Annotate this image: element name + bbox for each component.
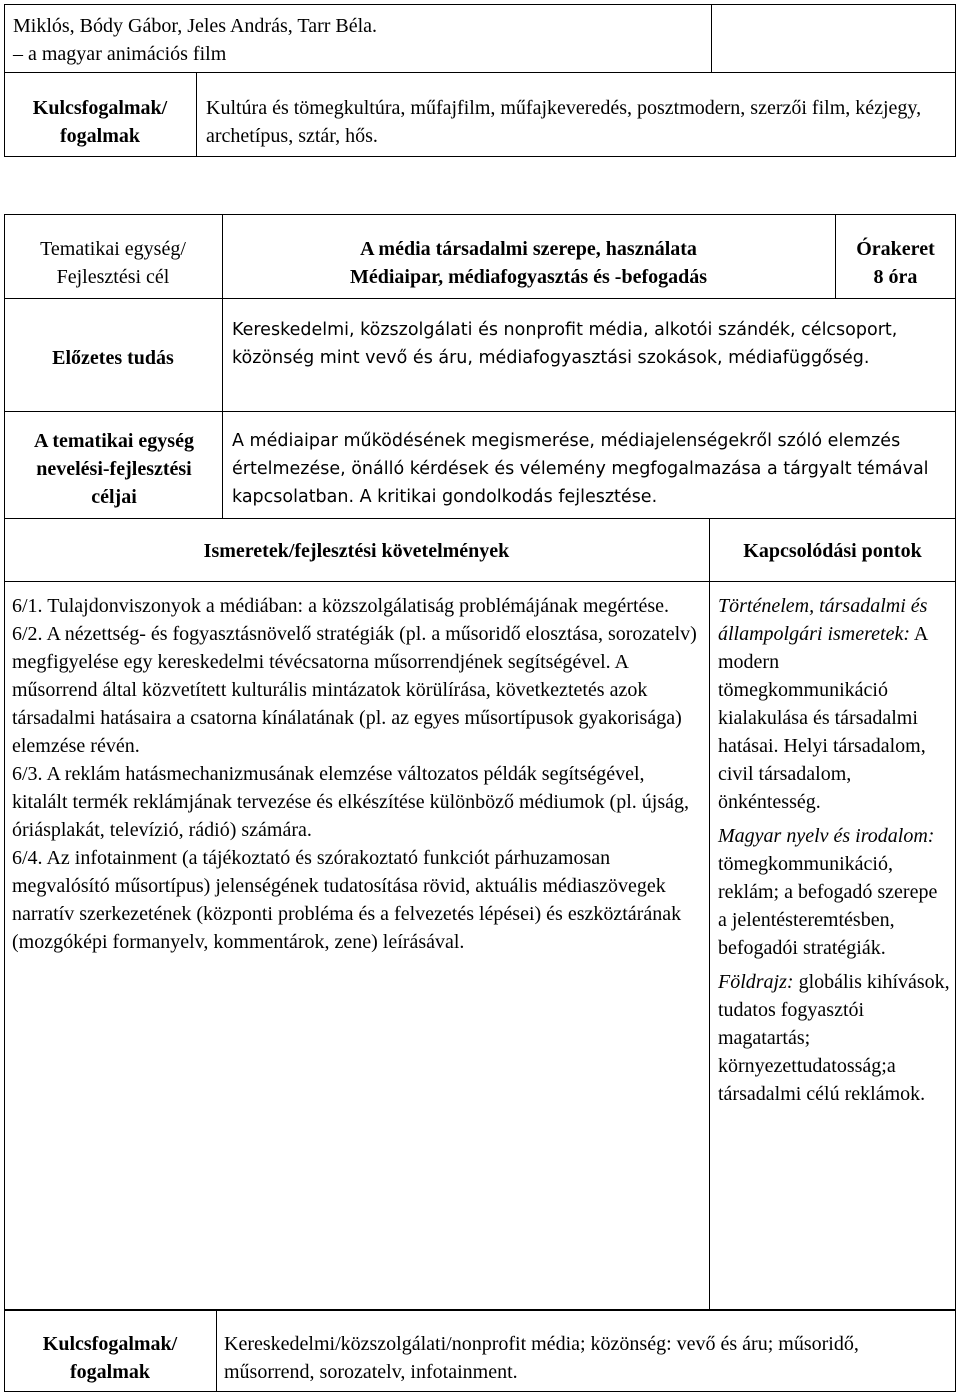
bottom-key-text: Kereskedelmi/közszolgálati/nonprofit média; közönség: vevő és áru; műsoridő, műsorrend, sorozatelv, infotainment. bbox=[224, 1333, 859, 1383]
unit-goals-label: A tematikai egység nevelési-fejlesztési céljai bbox=[34, 430, 194, 508]
connection-subject: Történelem, társadalmi és állampolgári ismeretek: bbox=[718, 595, 928, 645]
requirements-header-divider bbox=[4, 581, 956, 582]
connection-text: A modern tömegkommunikáció kialakulása és társadalmi hatásai. Helyi társadalom, civil társadalom, önkéntesség. bbox=[718, 623, 928, 813]
key-concepts-text: Kultúra és tömegkultúra, műfajfilm, műfajkeveredés, posztmodern, szerzői film, kézjegy, archetípus, sztár, hős. bbox=[206, 97, 922, 147]
connection-subject: Magyar nyelv és irodalom: bbox=[718, 825, 935, 847]
requirement-item: 6/4. Az infotainment (a tájékoztató és szórakoztató funkciót párhuzamosan megvalósító műsortípus) jelenségének tudatosítása rövid, aktuális médiaszövegek narratív szerkezetének (központi probléma és a felvezetés lépései) és eszköztárának (mozgóképi formanyelv, kommentárok, zene) leírásával. bbox=[12, 847, 682, 953]
unit-row-divider-1 bbox=[4, 298, 956, 299]
bottom-key-label: Kulcsfogalmak/ fogalmak bbox=[42, 1333, 178, 1383]
unit-row-divider-2 bbox=[4, 411, 956, 412]
continued-authors-text: Miklós, Bódy Gábor, Jeles András, Tarr Béla. bbox=[13, 15, 378, 37]
prior-knowledge-text: Kereskedelmi, közszolgálati és nonprofit média, alkotói szándék, célcsoport, közönség mint vevő és áru, médiafogyasztási szokások, médiafüggőség. bbox=[232, 320, 898, 368]
requirement-item: 6/1. Tulajdonviszonyok a médiában: a közszolgálatiság problémájának megértése. bbox=[12, 595, 670, 617]
connection-text: globális kihívások, tudatos fogyasztói magatartás; környezettudatosság;a társadalmi célú reklámok. bbox=[718, 971, 950, 1105]
requirements-header: Ismeretek/fejlesztési követelmények bbox=[203, 540, 510, 562]
connection-text: tömegkommunikáció, reklám; a befogadó szerepe a jelentésteremtésben, befogadói stratégiák. bbox=[718, 853, 938, 959]
top-table-key-divider bbox=[196, 72, 197, 157]
continued-list-item: – a magyar animációs film bbox=[13, 43, 227, 65]
requirements-list bbox=[12, 592, 702, 956]
connection-item bbox=[718, 968, 950, 1108]
requirement-item: 6/2. A nézettség- és fogyasztásnövelő stratégiák (pl. a műsoridő elosztása, sorozatelv) megfigyelése egy kereskedelmi tévécsatorna műsorrendjének segítségével. A műsorrend által közvetített kulturális mintázatok körülírása, következtetés azok társadalmi hatásaira a csatorna kínálatának (pl. az egyes műsortípusok gyakorisága) elemzése révén. bbox=[12, 623, 697, 757]
unit-label: Tematikai egység/ Fejlesztési cél bbox=[40, 238, 186, 288]
unit-goals-text: A médiaipar működésének megismerése, médiajelenségekről szóló elemzés értelmezése, önálló kérdések és vélemény megfogalmazása a tárgyalt témával kapcsolatban. A kritikai gondolkodás fejlesztése. bbox=[232, 431, 929, 507]
connections-header: Kapcsolódási pontok bbox=[743, 540, 922, 562]
connection-item bbox=[718, 592, 950, 816]
unit-title-line2: Médiaipar, médiafogyasztás és -befogadás bbox=[349, 266, 708, 288]
connection-subject: Földrajz: bbox=[718, 971, 794, 993]
hours-value: 8 óra bbox=[873, 266, 918, 288]
unit-title-line1: A média társadalmi szerepe, használata bbox=[360, 238, 697, 260]
requirement-item: 6/3. A reklám hatásmechanizmusának elemzése változatos példák segítségével, kitalált termék reklámjának tervezése és elkészítése különböző médiumok (pl. újság, óriásplakát, televízió, rádió) számára. bbox=[12, 763, 689, 841]
connection-item bbox=[718, 822, 950, 962]
requirements-column-divider bbox=[709, 519, 710, 1310]
connections-list bbox=[718, 592, 950, 1108]
key-concepts-label: Kulcsfogalmak/ fogalmak bbox=[32, 97, 168, 147]
top-table-row-divider bbox=[4, 72, 956, 73]
top-table-divider bbox=[711, 4, 712, 72]
hours-label: Órakeret bbox=[856, 238, 935, 260]
prior-knowledge-label: Előzetes tudás bbox=[52, 347, 174, 369]
bottom-key-divider bbox=[216, 1310, 217, 1392]
